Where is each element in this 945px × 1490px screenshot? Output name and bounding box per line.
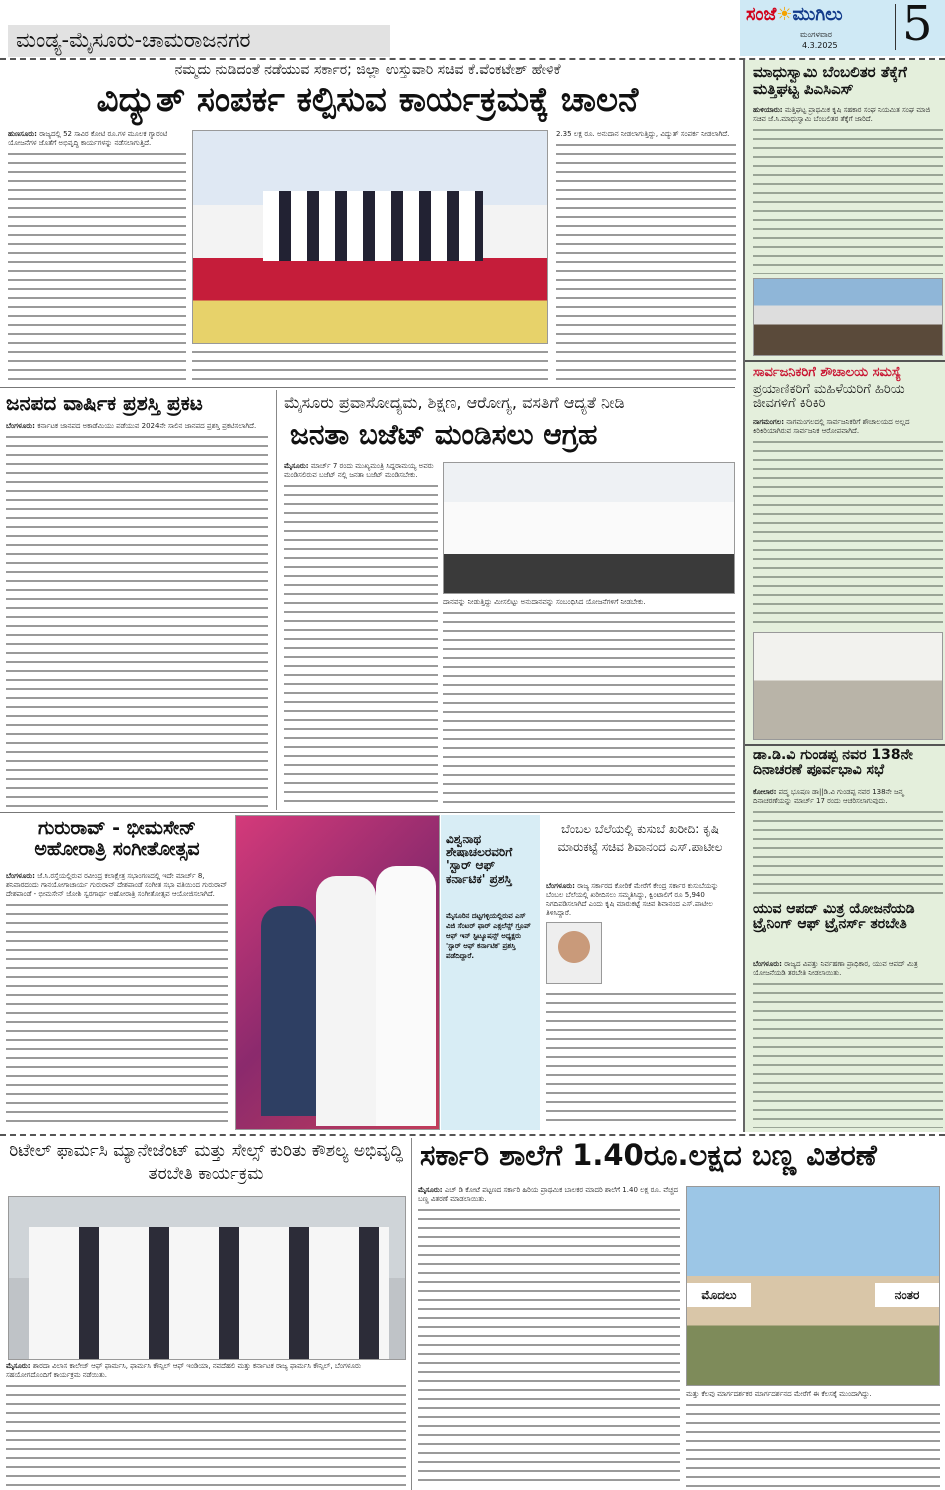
- budget-kicker: ಮೈಸೂರು ಪ್ರವಾಸೋದ್ಯಮ, ಶಿಕ್ಷಣ, ಆರೋಗ್ಯ, ವಸತಿಗೆ ಆದ್ಯತೆ ನೀಡಿ: [284, 393, 625, 412]
- lead-headline: ವಿದ್ಯುತ್ ಸಂಪರ್ಕ ಕಲ್ಪಿಸುವ ಕಾರ್ಯಕ್ರಮಕ್ಕೆ ಚಾಲನೆ: [96, 80, 639, 120]
- lead-body: ಹುಣಸೂರು: ರಾಜ್ಯದಲ್ಲಿ 52 ಸಾವಿರ ಕೋಟಿ ರೂ.ಗಳ ಮೂಲಕ ಗ್ಯಾರಂಟಿ ಯೋಜನೆಗಳ ಜೊತೆಗೆ ಅಭಿವೃದ್ಧಿ ಕಾರ್ಯಗಳನ್ನು ನಡೆಸಲಾಗುತ್ತಿದೆ.: [8, 130, 186, 385]
- pharma-body: ಮೈಸೂರು: ಶಾರದಾ ವಿಲಾಸ ಕಾಲೇಜ್ ಆಫ್ ಫಾರ್ಮಸಿ, ಫಾರ್ಮಸಿ ಕೌನ್ಸಿಲ್ ಆಫ್ ಇಂಡಿಯಾ, ನವದೆಹಲಿ ಮತ್ತು ಕರ್ನಾಟಕ ರಾಜ್ಯ ಫಾರ್ಮಸಿ ಕೌನ್ಸಿಲ್, ಬೆಂಗಳೂರು ಸಹಯೋಗದೊಂದಿಗೆ ಕಾರ್ಯಕ್ರಮ ನಡೆಯಿತು.: [6, 1362, 406, 1488]
- kusube-headline: ಬೆಂಬಲ ಬೆಲೆಯಲ್ಲಿ ಕುಸುಬೆ ಖರೀದಿ: ಕೃಷಿ ಮಾರುಕಟ್ಟೆ ಸಚಿವ ಶಿವಾನಂದ ಎಸ್.ಪಾಟೀಲ: [557, 822, 723, 854]
- pharma-headline: ರಿಟೇಲ್ ಫಾರ್ಮಸಿ ಮ್ಯಾನೇಜೆಂಟ್ ಮತ್ತು ಸೇಲ್ಸ್ ಕುರಿತು ಕೌಶಲ್ಯ ಅಭಿವೃದ್ಧಿ ತರಬೇತಿ ಕಾರ್ಯಕ್ರಮ: [9, 1141, 403, 1184]
- sidebar-headline-4: ಯುವ ಆಪದ್ ಮಿತ್ರ ಯೋಜನೆಯಡಿ ಟ್ರೈನಿಂಗ್ ಆಫ್ ಟ್ರೈನರ್ಸ್ ತರಬೇತಿ: [753, 901, 915, 933]
- lead-kicker: ನಮ್ಮದು ನುಡಿದಂತೆ ನಡೆಯುವ ಸರ್ಕಾರ; ಜಿಲ್ಲಾ ಉಸ್ತುವಾರಿ ಸಚಿವ ಕೆ.ವೆಂಕಟೇಶ್ ಹೇಳಿಕೆ: [174, 62, 561, 78]
- section-title-box: [8, 25, 390, 57]
- sidebar-headline-3: ಡಾ.ಡಿ.ವಿ ಗುಂಡಪ್ಪ ನವರ 138ನೇ ದಿನಾಚರಣೆ ಪೂರ್ವಭಾವಿ ಸಭೆ: [753, 747, 913, 779]
- sidebar: ಮಾಧುಸ್ವಾಮಿ ಬೆಂಬಲಿತರ ತೆಕ್ಕೆಗೆ ಮತ್ತಿಘಟ್ಟ ಪಿಎಸಿಎಸ್ ಹುಳಿಯಾರು: ಮತ್ತಿಘಟ್ಟ ಪ್ರಾಥಮಿಕ ಕೃಷಿ ಸಹಕಾರ ಸಂಘ ನಿಯಮಿತ ಸಂಘ ಮಾಜಿ ಸಚಿವ ಜೆ.ಸಿ.ಮಾಧುಸ್ವಾಮಿ ಬೆಂಬಲಿತರ ತೆಕ್ಕೆಗೆ ಜಾರಿದೆ. ಸಾರ್ವಜನಿಕರಿಗೆ ಶೌಚಾಲಯ ಸಮಸ್ಯೆ ಪ್ರಯಾಣಿಕರಿಗೆ ಮಹಿಳೆಯರಿಗೆ ಹಿರಿಯ ಜೀವಗಳಿಗೆ ಕಿರಿಕಿರಿ ನಾಗಮಂಗಲ: ನಾಗಮಂಗಲದಲ್ಲಿ ಸಾರ್ವಜನಿಕರಿಗೆ ಶೌಚಾಲಯದ ಅಲ್ಲದ ಕಿರಿಕಿರಿಯಾಗಿರುವ ಸಾರ್ವಜನಿಕ ಆರೋಪವಾಗಿದೆ. ಡಾ.ಡಿ.ವಿ ಗುಂಡಪ್ಪ ನವರ 138ನೇ ದಿನಾಚರಣೆ ಪೂರ್ವಭಾವಿ ಸಭೆ ಕೋಲಾರ: ಪದ್ಮ ಭೂಷಣ ಡಾ||ಡಿ.ವಿ ಗುಂಡಪ್ಪ ನವರ 138ನೇ ಜನ್ಮ ದಿನಾಚರಣೆಯನ್ನು ಮಾರ್ಚ್ 17 ರಂದು ಆಚರಿಸಲಾಗುವುದು. ಯುವ ಆಪದ್ ಮಿತ್ರ ಯೋಜನೆಯಡಿ ಟ್ರೈನಿಂಗ್ ಆಫ್ ಟ್ರೈನರ್ಸ್ ತರಬೇತಿ ಬೆಂಗಳೂರು: ರಾಜ್ಯದ ವಿಪತ್ತು ನಿರ್ವಹಣಾ ಪ್ರಾಧಿಕಾರ, ಯುವ ಆಪದ್ ಮಿತ್ರ ಯೋಜನೆಯಡಿ ತರಬೇತಿ ನೀಡಲಾಯಿತು.: [743, 60, 945, 1132]
- school-body: ಮೈಸೂರು: ಎಚ್ ಡಿ ಕೋಟೆ ಪಟ್ಟಣದ ಸರ್ಕಾರಿ ಹಿರಿಯ ಪ್ರಾಥಮಿಕ ಬಾಲಕರ ಮಾದರಿ ಶಾಲೆಗೆ 1.40 ಲಕ್ಷ ರೂ. ವೆಚ್ಚದ ಬಣ್ಣ ವಿತರಣೆ ಮಾಡಲಾಯಿತು.: [418, 1186, 680, 1488]
- vishwanath-box: [441, 815, 540, 1130]
- school-photo: [686, 1186, 940, 1386]
- pharma-photo: [8, 1196, 406, 1360]
- janapada-headline: ಜನಪದ ವಾರ್ಷಿಕ ಪ್ರಶಸ್ತಿ ಪ್ರಕಟ: [6, 391, 203, 415]
- budget-body-2: ದಾನವನ್ನು ನೀಡುತ್ತಿದ್ದು ಮೀಸಲಿಟ್ಟು ಅನುದಾನವನ್ನು ಸಂಬಂಧಿಸಿದ ಯೋಜನೆಗಳಿಗೆ ನೀಡಬೇಕು.: [443, 598, 735, 808]
- vishwanath-headline: ವಿಶ್ವನಾಥ ಶೇಷಾಚಲರವರಿಗೆ 'ಸ್ಟಾರ್ ಆಫ್ ಕರ್ನಾಟಿಕ' ಪ್ರಶಸ್ತಿ: [446, 832, 513, 886]
- lead-caption: [192, 346, 548, 385]
- date: 4.3.2025: [802, 41, 838, 50]
- lead-body-2: 2.35 ಲಕ್ಷ ರೂ. ಅನುದಾನ ನೀಡಲಾಗುತ್ತಿದ್ದು, ವಿದ್ಯುತ್ ಸಂಪರ್ಕ ನೀಡಲಾಗಿದೆ.: [556, 130, 736, 385]
- sidebar-photo-1: [753, 278, 943, 356]
- page-number: 5: [902, 0, 933, 52]
- vishwanath-body: ಮೈಸೂರಿನ ದಟ್ಟಗಳ್ಳಿಯಲ್ಲಿರುವ ಎಸ್ ವಿಜಿ ಸೆಂಟರ್ ಫಾರ್ ಎಕ್ಸಲೆನ್ಸ್ ಗ್ರೂಪ್ ಆಫ್ ಇನ್ ಸ್ಟಿಟ್ಯೂಷನ್ಸ್ ಅಧ್ಯಕ್ಷರು 'ಸ್ಟಾರ್ ಆಫ್ ಕರ್ನಾಟಿಕ' ಪ್ರಶಸ್ತಿ ಪಡೆದಿದ್ದಾರೆ.: [446, 912, 531, 960]
- sidebar-headline-2: ಪ್ರಯಾಣಿಕರಿಗೆ ಮಹಿಳೆಯರಿಗೆ ಹಿರಿಯ ಜೀವಗಳಿಗೆ ಕಿರಿಕಿರಿ: [753, 382, 905, 412]
- day: ಮಂಗಳವಾರ: [800, 30, 833, 39]
- after-label: ನಂತರ: [875, 1283, 939, 1307]
- budget-headline: ಜನತಾ ಬಜೆಟ್ ಮಂಡಿಸಲು ಆಗ್ರಹ: [290, 418, 598, 451]
- sidebar-kicker-2: ಸಾರ್ವಜನಿಕರಿಗೆ ಶೌಚಾಲಯ ಸಮಸ್ಯೆ: [753, 365, 902, 380]
- logo-left: ಸಂಜೆ: [746, 4, 777, 25]
- logo-right: ಮುಗಿಲು: [792, 4, 843, 25]
- school-headline: ಸರ್ಕಾರಿ ಶಾಲೆಗೆ 1.40ರೂ.ಲಕ್ಷದ ಬಣ್ಣ ವಿತರಣೆ: [420, 1138, 877, 1172]
- budget-body: ಮೈಸೂರು: ಮಾರ್ಚ್ 7 ರಂದು ಮುಖ್ಯಮಂತ್ರಿ ಸಿದ್ದರಾಮಯ್ಯ ಅವರು ಮಂಡಿಸಲಿರುವ ಬಜೆಟ್ ನಲ್ಲಿ ಜನತಾ ಬಜೆಟ್ ಮಂಡಿಸಬೇಕು.: [284, 462, 438, 807]
- kusube-body: ಬೆಂಗಳೂರು: ರಾಜ್ಯ ಸರ್ಕಾರದ ಕೋರಿಕೆ ಮೇರೆಗೆ ಕೇಂದ್ರ ಸರ್ಕಾರ ಕುಸುಬೆಯನ್ನು ಬೆಂಬಲ ಬೆಲೆಯಲ್ಲಿ ಖರೀದಿಸಲು ಸಮ್ಮತಿಸಿದ್ದು, ಕ್ವಿಂಟಾಲಿಗೆ ರೂ 5,940 ನಿಗದಿಪಡಿಸಲಾಗಿದೆ ಎಂದು ಕೃಷಿ ಮಾರುಕಟ್ಟೆ ಸಚಿವ ಶಿವಾನಂದ ಎಸ್.ಪಾಟೀಲ ತಿಳಿಸಿದ್ದಾರೆ.: [546, 882, 736, 1128]
- gururao-photo: [235, 815, 440, 1130]
- janapada-body: ಬೆಂಗಳೂರು: ಕರ್ನಾಟಕ ಜಾನಪದ ಅಕಾಡೆಮಿಯು ಪಡೆಯುವ 2024ನೇ ಸಾಲಿನ ಜಾನಪದ ಪ್ರಶಸ್ತಿ ಪ್ರಕಟಿಸಲಾಗಿದೆ.: [6, 422, 268, 810]
- section-title: ಮಂಡ್ಯ-ಮೈಸೂರು-ಚಾಮರಾಜನಗರ: [16, 28, 251, 52]
- sidebar-headline-1: ಮಾಧುಸ್ವಾಮಿ ಬೆಂಬಲಿತರ ತೆಕ್ಕೆಗೆ ಮತ್ತಿಘಟ್ಟ ಪಿಎಸಿಎಸ್: [753, 63, 907, 98]
- gururao-body: ಬೆಂಗಳೂರು: ಜೆ.ಸಿ.ರಸ್ತೆಯಲ್ಲಿರುವ ರವೀಂದ್ರ ಕಲಾಕ್ಷೇತ್ರ ಸಭಾಂಗಣದಲ್ಲಿ ಇದೇ ಮಾರ್ಚ್ 8, ಶನಿವಾರದಂದು ಗಾನಯೋಗಾಚಾರ್ಯ ಗುರುರಾವ್ ದೇಶಪಾಂಡೆ ಸಂಗೀತ ಸಭಾ ವತಿಯಿಂದ ಗುರುರಾವ್ ದೇಶಪಾಂಡೆ - ಭೀಮಸೇನ್ ಜೋಶಿ ಸ್ವರಗಾರ್ಥ ಅಹೋರಾತ್ರಿ ಸಂಗೀತೋತ್ಸವ ಆಯೋಜಿಸಲಾಗಿದೆ.: [6, 872, 228, 1128]
- divider: [0, 1134, 945, 1136]
- gururao-headline: ಗುರುರಾವ್ - ಭೀಮಸೇನ್ ಅಹೋರಾತ್ರಿ ಸಂಗೀತೋತ್ಸವ: [34, 817, 200, 860]
- sidebar-photo-2: [753, 632, 943, 740]
- lead-photo: [192, 130, 548, 344]
- masthead: ಸಂಜೆ☀ಮುಗಿಲು ಮಂಗಳವಾರ 4.3.2025 5: [740, 0, 945, 56]
- school-body-2: ಮತ್ತು ಕೆಲವು ಮಾರ್ಗದರ್ಶಕರ ಮಾರ್ಗದರ್ಶನದ ಮೇರೆಗೆ ಈ ಕೆಲಸಕ್ಕೆ ಮುಂದಾಗಿದ್ದು.: [686, 1390, 940, 1488]
- minister-portrait: [546, 922, 602, 984]
- budget-photo: [443, 462, 735, 594]
- before-label: ಮೊದಲು: [687, 1283, 751, 1307]
